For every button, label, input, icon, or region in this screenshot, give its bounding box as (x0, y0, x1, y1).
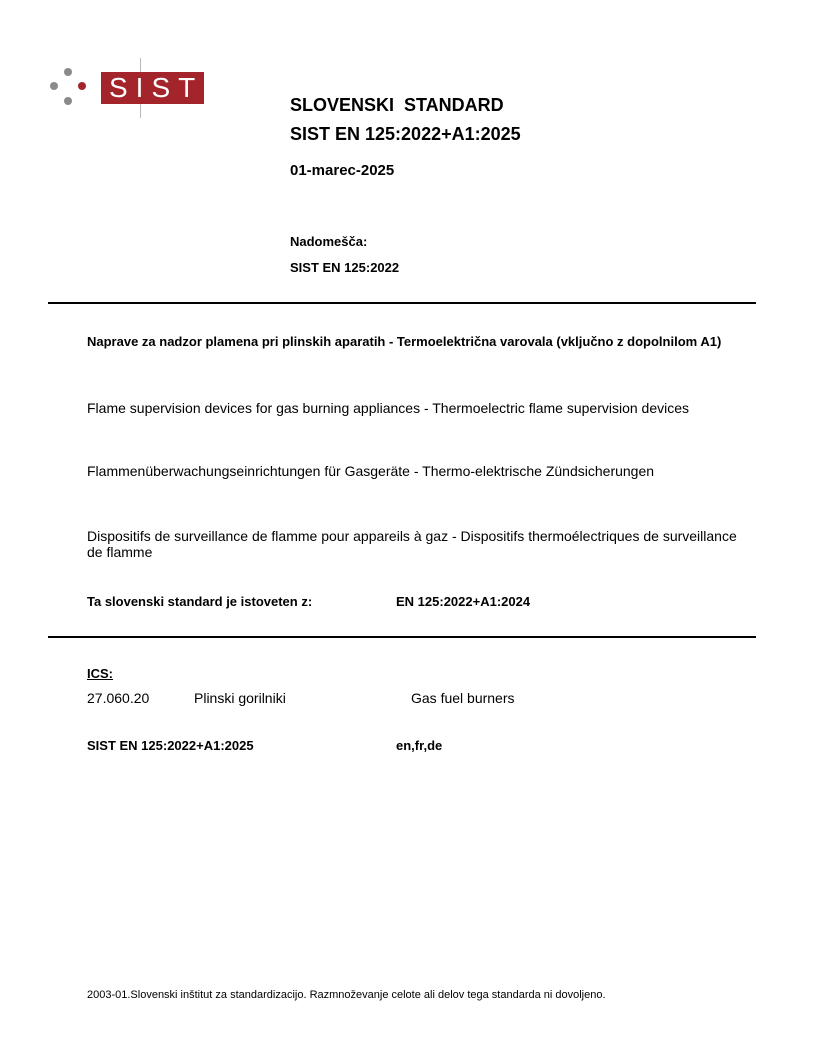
title-slovenian: Naprave za nadzor plamena pri plinskih aparatih - Termoelektrična varovala (vključno z dopolnilom A1) (87, 334, 722, 349)
standard-languages: en,fr,de (396, 738, 443, 753)
logo-wordmark: SIST (101, 72, 204, 104)
ics-description-english: Gas fuel burners (411, 690, 515, 706)
logo-dot-gray-2 (50, 82, 58, 90)
divider-bottom (48, 636, 756, 638)
standard-id: SIST EN 125:2022+A1:2025 (87, 738, 254, 753)
ics-label: ICS: (87, 666, 113, 681)
title-english: Flame supervision devices for gas burning appliances - Thermoelectric flame supervision devices (87, 400, 690, 416)
ics-code: 27.060.20 (87, 690, 150, 706)
ics-description-slovenian: Plinski gorilniki (194, 690, 286, 706)
identical-label: Ta slovenski standard je istoveten z: (87, 594, 313, 609)
document-number: SIST EN 125:2022+A1:2025 (290, 124, 521, 144)
divider-top (48, 302, 756, 304)
document-type: SLOVENSKI STANDARD (290, 95, 504, 115)
publication-date: 01-marec-2025 (290, 162, 395, 179)
title-french: Dispositifs de surveillance de flamme pour appareils à gaz - Dispositifs thermoélectriques de surveillance de flamme (87, 528, 737, 560)
title-german: Flammenüberwachungseinrichtungen für Gasgeräte - Thermo-elektrische Zündsicherungen (87, 463, 655, 479)
identical-value: EN 125:2022+A1:2024 (396, 594, 531, 609)
copyright-footer: 2003-01.Slovenski inštitut za standardizacijo. Razmnoževanje celote ali delov tega standarda ni dovoljeno. (87, 989, 606, 1001)
logo-dot-red (78, 82, 86, 90)
replaces-label: Nadomešča: (290, 234, 368, 249)
logo-dot-gray-1 (64, 68, 72, 76)
logo-dot-gray-3 (64, 97, 72, 105)
replaces-value: SIST EN 125:2022 (290, 260, 400, 275)
